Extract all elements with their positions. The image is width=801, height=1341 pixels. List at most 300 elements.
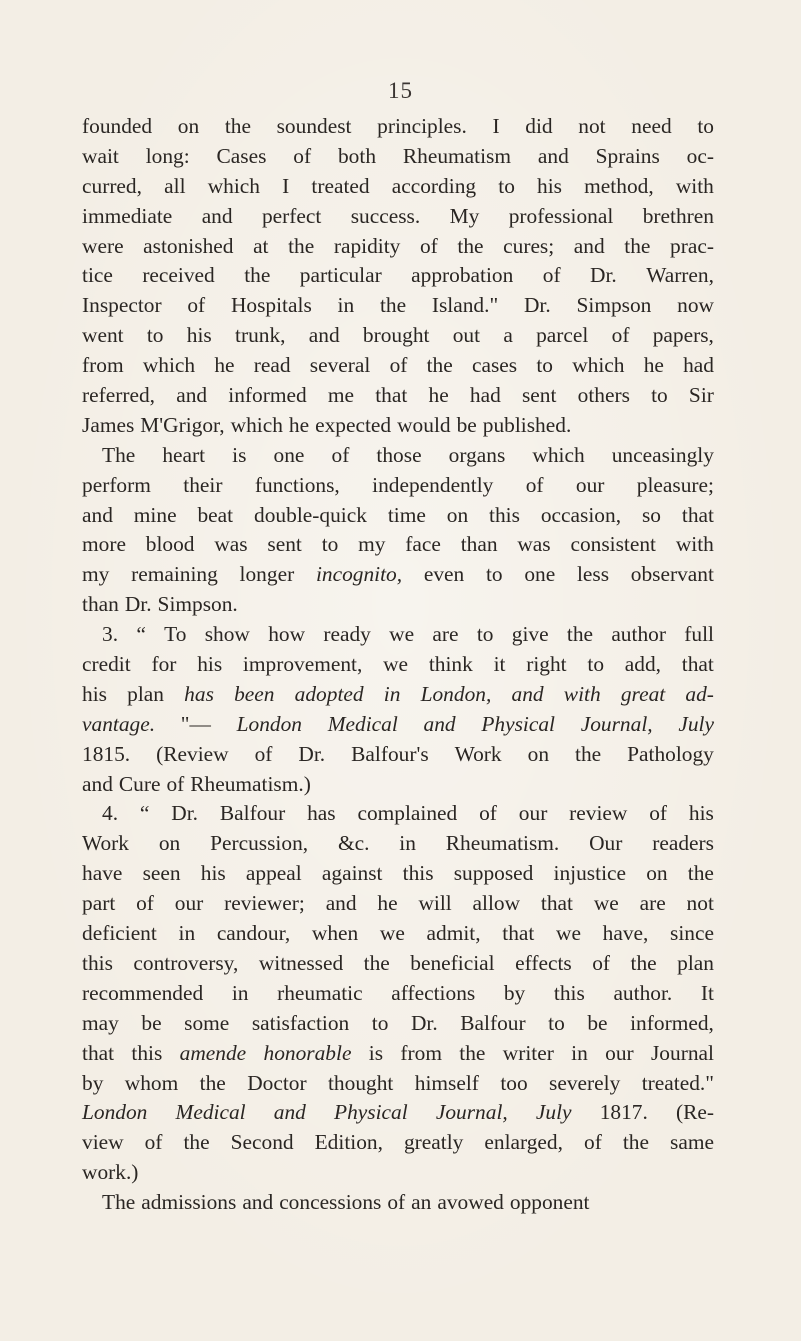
word: Journal [650, 1040, 714, 1065]
word: that [502, 921, 535, 946]
word: and [82, 502, 113, 527]
word: July [678, 711, 714, 736]
word: I [282, 173, 290, 198]
word: received [142, 263, 215, 288]
word: on [177, 114, 200, 138]
word: with [675, 532, 714, 557]
word: the [426, 353, 453, 378]
word: all [164, 173, 186, 198]
text-line [82, 740, 714, 770]
word: Dr. [410, 1010, 438, 1035]
word: that [681, 502, 714, 527]
word: sent [267, 532, 302, 557]
word: remaining [131, 562, 218, 587]
word: he [643, 353, 664, 378]
word: one [524, 562, 556, 587]
word: our [605, 1040, 634, 1065]
word: read [253, 353, 291, 378]
word: that [540, 891, 573, 916]
word: London [82, 1100, 148, 1125]
word: his [82, 681, 107, 706]
word: unceasingly [611, 442, 714, 467]
word: by [503, 980, 526, 1005]
word: we [379, 921, 405, 946]
word: the [687, 861, 714, 886]
word: concessions [279, 1190, 382, 1215]
word: vantage. [82, 711, 156, 736]
word: Dr. [298, 741, 326, 766]
word: of [136, 891, 154, 916]
word: Cure [118, 771, 161, 796]
word: plan [127, 681, 164, 706]
word: is [232, 442, 247, 467]
word: to [498, 173, 515, 198]
word: approbation [411, 263, 514, 288]
word: professional [508, 203, 614, 228]
word: Rheumatism.) [190, 771, 311, 796]
word: It [700, 980, 714, 1005]
word: to [476, 622, 494, 647]
word: treated [311, 173, 370, 198]
word: our [174, 891, 204, 916]
word: success. [350, 203, 421, 228]
word: this [402, 861, 434, 886]
word: and [511, 681, 544, 706]
word: Percussion, [210, 831, 309, 856]
text-line [82, 590, 714, 620]
word: his [688, 801, 714, 826]
word: to [371, 1010, 389, 1035]
word: The [102, 1190, 136, 1215]
word: affections [391, 980, 476, 1005]
word: Edition, [314, 1130, 383, 1155]
word: deficient [82, 921, 157, 946]
word: informed [228, 383, 307, 408]
text-line [82, 142, 714, 172]
text-line [82, 710, 714, 740]
word: to [587, 652, 605, 677]
word: which [572, 353, 625, 378]
word: to [321, 532, 339, 557]
word: cures; [503, 233, 555, 258]
word: both [337, 143, 377, 168]
text-line [82, 949, 714, 979]
word: the [183, 1130, 210, 1155]
word: in [231, 980, 249, 1005]
word: heart [162, 442, 206, 467]
word: of [649, 801, 668, 826]
word: admissions [141, 1190, 237, 1215]
word: effects [515, 950, 572, 975]
word: referred, [82, 383, 156, 408]
word: Our [589, 831, 623, 856]
word: to [548, 1010, 565, 1035]
word: those [376, 442, 422, 467]
word: right [526, 652, 567, 677]
word: ad- [685, 681, 714, 706]
text-line [82, 650, 714, 680]
word: Medical [175, 1100, 246, 1125]
word: which [142, 353, 196, 378]
word: one [273, 442, 305, 467]
word: reviewer; [224, 891, 305, 916]
word: perform [82, 472, 151, 497]
word: author [611, 622, 666, 647]
word: and [82, 771, 113, 796]
word: of [331, 442, 350, 467]
word: view [82, 1130, 124, 1155]
word: the [363, 950, 390, 975]
word: Work [82, 831, 129, 856]
word: to [146, 323, 164, 348]
word: plan [677, 950, 714, 975]
word: expected [315, 412, 392, 437]
word: in [337, 293, 355, 318]
word: prac- [670, 233, 714, 258]
text-line [82, 889, 714, 919]
word: Rheumatism [402, 143, 512, 168]
word: papers, [652, 323, 714, 348]
text-line [82, 1069, 714, 1099]
word: of [387, 1190, 406, 1215]
word: is [368, 1040, 384, 1065]
word: this [131, 1040, 163, 1065]
word: astonished [143, 233, 234, 258]
text-line [82, 381, 714, 411]
word: be [141, 1010, 162, 1035]
word: in [399, 831, 416, 856]
word: cases [471, 353, 518, 378]
word: double-quick [254, 502, 367, 527]
word: it [493, 652, 506, 677]
word: that [681, 652, 714, 677]
word: beat [197, 502, 234, 527]
word: To [164, 622, 187, 647]
word: in [383, 681, 401, 706]
text-line [82, 1098, 714, 1128]
word: he [428, 383, 449, 408]
word: that [375, 383, 408, 408]
word: candour, [216, 921, 291, 946]
word: Dr. [590, 263, 617, 288]
word: even [423, 562, 465, 587]
word: than [460, 532, 498, 557]
word: perfect [261, 203, 322, 228]
word: on [646, 861, 668, 886]
word: author. [613, 980, 673, 1005]
word: Island." [431, 293, 499, 318]
word: honorable [263, 1040, 352, 1065]
word: he [214, 353, 235, 378]
word: with [563, 681, 601, 706]
word: incognito, [315, 562, 403, 587]
word: and [201, 203, 233, 228]
word: Medical [327, 711, 398, 736]
text-line [82, 471, 714, 501]
word: brought [362, 323, 430, 348]
text-line [82, 1039, 714, 1069]
word: rapidity [333, 233, 401, 258]
word: would [397, 412, 451, 437]
word: been [234, 681, 275, 706]
word: has [184, 681, 214, 706]
word: his [186, 323, 212, 348]
word: more [82, 532, 126, 557]
word: by [82, 1070, 104, 1095]
word: parcel [536, 323, 589, 348]
word: give [511, 622, 549, 647]
word: oc- [686, 143, 714, 168]
word: and [308, 323, 340, 348]
text-line [82, 1009, 714, 1039]
word: (Review [156, 741, 229, 766]
word: than [82, 592, 119, 617]
word: his [197, 652, 223, 677]
word: of [389, 353, 408, 378]
text-line [82, 351, 714, 381]
word: show [204, 622, 250, 647]
word: he [288, 412, 310, 437]
word: we [556, 921, 581, 946]
word: to [536, 353, 553, 378]
word: allow [472, 891, 521, 916]
text-line [82, 321, 714, 351]
word: "— [180, 711, 211, 736]
word: immediate [82, 203, 173, 228]
word: a [503, 323, 513, 348]
text-line [82, 202, 714, 232]
word: “ [136, 622, 146, 647]
word: Dr. [124, 592, 152, 617]
word: credit [82, 652, 131, 677]
word: mine [133, 502, 177, 527]
word: were [82, 233, 124, 258]
word: recommended [82, 980, 204, 1005]
word: tice [82, 263, 113, 288]
word: brethren [642, 203, 714, 228]
word: an [411, 1190, 432, 1215]
body-text [82, 112, 714, 1218]
word: Second [230, 1130, 294, 1155]
word: not [686, 891, 714, 916]
text-line [82, 172, 714, 202]
text-line [82, 620, 714, 650]
word: same [670, 1130, 714, 1155]
word: I [492, 114, 500, 138]
word: had [469, 383, 501, 408]
word: adopted [294, 681, 364, 706]
word: think [428, 652, 473, 677]
word: ready [323, 622, 371, 647]
word: that [82, 1040, 115, 1065]
word: of [254, 741, 273, 766]
word: since [670, 921, 714, 946]
word: according [391, 173, 477, 198]
word: “ [139, 801, 150, 826]
word: independently [372, 472, 494, 497]
word: beneficial [410, 950, 495, 975]
word: not [578, 114, 606, 138]
word: of [293, 143, 312, 168]
text-line [82, 680, 714, 710]
word: to [651, 383, 668, 408]
word: be [587, 1010, 608, 1035]
word: on [446, 502, 469, 527]
word: avowed [437, 1190, 504, 1215]
word: of [542, 263, 561, 288]
word: thought [327, 1070, 394, 1095]
word: the [379, 293, 407, 318]
word: may [82, 1010, 119, 1035]
word: less [576, 562, 610, 587]
word: work.) [82, 1160, 139, 1185]
word: wait [82, 143, 119, 168]
word: their [183, 472, 223, 497]
text-line [82, 979, 714, 1009]
word: Journal, [580, 711, 653, 736]
word: Warren, [646, 263, 714, 288]
word: longer [239, 562, 295, 587]
word: (Re- [675, 1100, 714, 1125]
word: occasion, [540, 502, 622, 527]
word: with [675, 173, 714, 198]
word: consistent [570, 532, 657, 557]
word: Work [454, 741, 502, 766]
word: Sir [688, 383, 714, 408]
word: satisfaction [251, 1010, 350, 1035]
word: rheumatic [277, 980, 363, 1005]
word: Physical [334, 1100, 408, 1125]
word: particular [299, 263, 382, 288]
word: my [82, 562, 110, 587]
word: at [253, 233, 269, 258]
text-line [82, 441, 714, 471]
word: out [452, 323, 481, 348]
word: Inspector [82, 293, 162, 318]
word: Physical [481, 711, 555, 736]
word: the [630, 950, 657, 975]
word: too [500, 1070, 528, 1095]
word: in [178, 921, 196, 946]
word: time [387, 502, 426, 527]
word: treated." [641, 1070, 714, 1095]
word: Doctor [247, 1070, 307, 1095]
word: Dr. [171, 801, 199, 826]
word: when [311, 921, 359, 946]
word: Rheumatism. [445, 831, 560, 856]
word: our [575, 472, 605, 497]
text-line [82, 1158, 714, 1188]
word: 1817. [599, 1100, 648, 1125]
word: blood [145, 532, 195, 557]
page-number: 15 [388, 78, 413, 103]
word: method, [584, 173, 654, 198]
word: face [405, 532, 441, 557]
word: greatly [403, 1130, 464, 1155]
word: for [151, 652, 177, 677]
word: Balfour [460, 1010, 526, 1035]
word: and [537, 143, 569, 168]
text-line [82, 501, 714, 531]
word: pleasure; [636, 472, 714, 497]
text-line [82, 411, 714, 441]
word: have, [602, 921, 649, 946]
word: this [489, 502, 520, 527]
text-line [82, 1188, 714, 1218]
word: to [485, 562, 503, 587]
word: principles. [377, 114, 467, 138]
word: sent [521, 383, 557, 408]
word: part [82, 891, 116, 916]
word: which [532, 442, 585, 467]
word: great [620, 681, 666, 706]
text-line [82, 799, 714, 829]
word: from [82, 353, 124, 378]
word: have [82, 861, 123, 886]
word: &c. [337, 831, 370, 856]
word: the [622, 1130, 649, 1155]
word: to [697, 114, 714, 138]
word: of [592, 950, 611, 975]
word: whom [124, 1070, 179, 1095]
word: functions, [254, 472, 340, 497]
word: of [187, 293, 206, 318]
word: this [82, 950, 113, 975]
word: review [569, 801, 628, 826]
word: we [383, 652, 409, 677]
word: the [199, 1070, 226, 1095]
word: and [273, 1100, 306, 1125]
word: we [389, 622, 415, 647]
word: injustice [553, 861, 627, 886]
word: his [537, 173, 563, 198]
word: and [176, 383, 208, 408]
word: this [553, 980, 585, 1005]
word: and [573, 233, 605, 258]
word: now [677, 293, 714, 318]
word: are [639, 891, 666, 916]
word: soundest [276, 114, 352, 138]
word: in [571, 1040, 588, 1065]
word: and [242, 1190, 274, 1215]
word: full [684, 622, 714, 647]
word: he [377, 891, 398, 916]
word: of [479, 801, 497, 826]
word: some [184, 1010, 230, 1035]
word: 1815. [82, 741, 131, 766]
word: went [82, 323, 124, 348]
word: are [432, 622, 459, 647]
word: the [575, 741, 602, 766]
word: July [535, 1100, 572, 1125]
word: London [236, 711, 302, 736]
word: improvement, [242, 652, 363, 677]
word: appeal [245, 861, 302, 886]
word: Pathology [627, 741, 714, 766]
word: Balfour's [351, 741, 429, 766]
word: opponent [509, 1190, 590, 1215]
word: writer [502, 1040, 554, 1065]
word: the [624, 233, 651, 258]
word: 3. [102, 622, 119, 647]
text-line [82, 232, 714, 262]
word: severely [549, 1070, 621, 1095]
word: on [527, 741, 550, 766]
word: observant [630, 562, 714, 587]
word: did [525, 114, 553, 138]
word: which [207, 173, 260, 198]
word: so [641, 502, 661, 527]
